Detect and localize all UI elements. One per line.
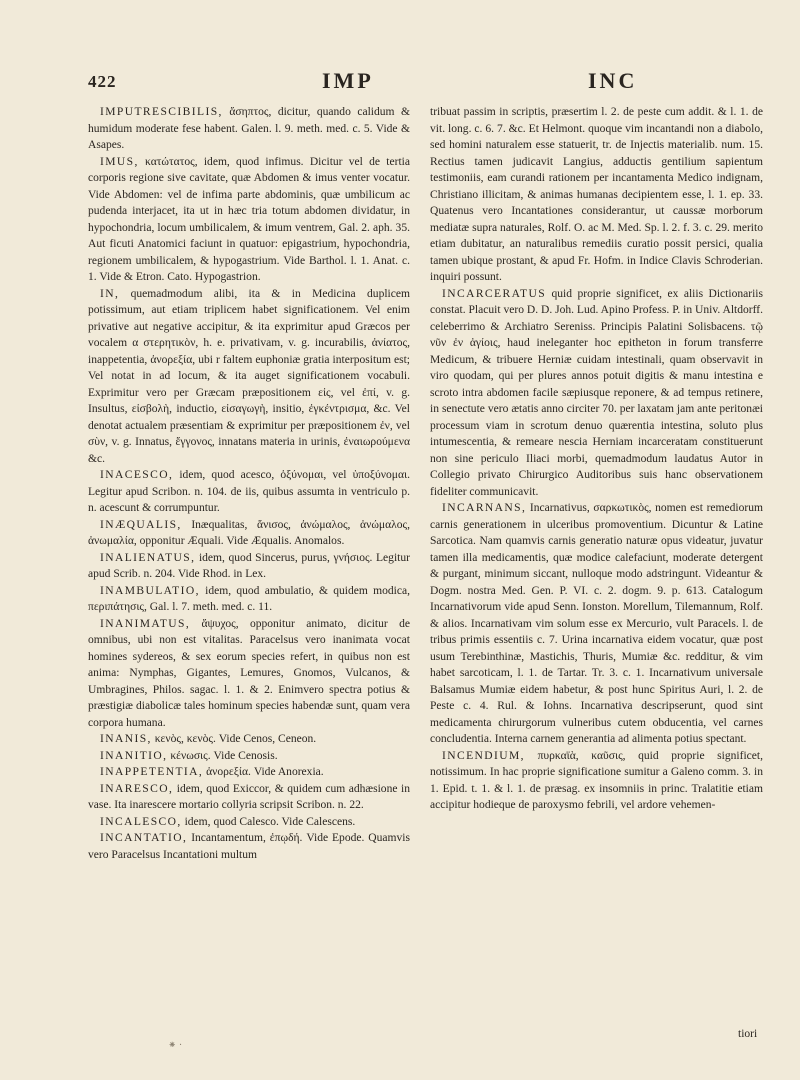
dictionary-entry <box>430 500 763 748</box>
left-column <box>88 104 410 863</box>
page-header <box>88 68 778 98</box>
entry-text: ἀνορεξία. Vide Anorexia. <box>206 766 324 778</box>
entry-headword: INCALESCO, <box>100 815 182 828</box>
entry-text: idem, quod ambulatio, & quidem modica, περιπάτησις, Gal. l. 7. meth. med. c. 11. <box>88 584 410 613</box>
entry-headword: IMPUTRESCIBILIS, <box>100 106 223 118</box>
dictionary-entry <box>88 814 410 831</box>
entry-headword: IMUS, <box>100 155 139 168</box>
entry-headword: INALIENATUS, <box>100 551 196 564</box>
entry-text: Inæqualitas, ἄνισος, ἀνώμαλος, ἀνώμαλος, ἀνωμαλία, opponitur Æquali. Vide Æqualis. Anomalos. <box>88 518 410 547</box>
entry-text: κενὸς, κενὸς. Vide Cenos, Ceneon. <box>154 733 317 745</box>
dictionary-entry <box>88 517 410 550</box>
dictionary-entry <box>430 748 763 814</box>
dictionary-entry <box>430 104 763 286</box>
running-head-right: INC <box>588 68 638 93</box>
entry-headword: INAPPETENTIA, <box>100 766 204 778</box>
catchword: tiori <box>738 1028 758 1040</box>
entry-headword: INANITIO, <box>100 749 168 762</box>
entry-headword: INACESCO, <box>100 469 174 481</box>
dictionary-entry <box>88 104 410 154</box>
entry-text: κατώτατος, idem, quod infimus. Dicitur vel de tertia corporis regione sive cavitate, quæ Abdomen & imus venter vocatur. Vide Abdomen: vel de infima parte abdominis, quæ umbilicum ac pudenda interjacet, ita ut in hæc tria totum abdomen dividatur, in hypochondria, locum umbilicalem, & imum ventrem, Gal. 2. aph. 35. Aut ficuti Anatomici faciunt in quatuor: epigastrium, hypochondria, regionem umbilicalem, & hypogastrium. Vide Barthol. l. 1. Anat. c. 1. Vide & Etron. Cato. Hypogastrion. <box>88 155 410 283</box>
bottom-mark: ⁕ · <box>168 1040 183 1051</box>
entry-headword: INCANTATIO, <box>100 832 188 844</box>
entry-text: πυρκαϊὰ, καῦσις, quid proprie significet, notissimum. In hac proprie significatione sumitur a Galeno comm. 3. in 1. Epid. t. 1. & l. 1. de præsag. ex insomniis in princ. Tralatitie etiam accipitur hodieque de paroxysmo febrili, vel ardore vehemen- <box>430 749 764 811</box>
entry-headword: INARESCO, <box>100 782 174 795</box>
dictionary-entry <box>88 154 410 286</box>
dictionary-entry <box>430 286 763 501</box>
entry-text: Incarnativus, σαρκωτικὸς, nomen est remediorum carnis generationem in ulceribus promoventium. Dicuntur & Latine Sarcotica. Nam quamvis carnis generatio naturæ opus videatur, juvatur tamen illa medicamentis, quæ modice calefaciunt, moderate detergent & purgant, minimum siccant, nulloque modo adstringunt. Videantur & Dogm. nostra Med. Gen. P. VI. c. 2. dogm. 9. p. 613. Catalogum Incarnativorum vide apud Senn. Ionston. Morellum, Tilemannum, Rolf. & alios. Incarnativam vim solum esse ex Mercurio, vult Paracels. l. de tribus primis essentiis c. 7. Urina incarnativa eidem vocatur, quæ post usum Terebinthinæ, Mastichis, Thuris, Mumiæ &c. redditur, & vim habet sarcoticam, l. 1. de Tartar. Tr. 3. c. 1. Incarnativum universale Balsamus Mumiæ eidem habetur, & post hunc Spiritus Auri, l. 2. de Peste c. 4. Rul. & Iohns. Incarnativa descripserunt, quod sint medicamenta chirurgorum vulneribus cutem obducentia, vel carnes concludentia. Interna carnem generantia ad alimenta potius spectant. <box>430 502 763 745</box>
entry-text: κένωσις. Vide Cenosis. <box>170 749 278 762</box>
dictionary-entry <box>88 748 410 765</box>
entry-text: ἄψυχος, opponitur animato, dicitur de omnibus, ubi non est vitalitas. Paracelsus vero inanimata vocat homines sydereos, & sex eorum species refert, in quibus non est anima: Nymphas, Gigantes, Lemures, Gnomos, Vulcanos, & Umbragines, Philos. sagac. l. 1. & 2. Enimvero spectra potius & præstigiæ diabolicæ tales hominum species habendæ sunt, quam vera corpora humana. <box>88 617 411 729</box>
entry-headword: INANIS, <box>100 733 152 745</box>
entry-headword: IN, <box>100 287 120 300</box>
entry-headword: INÆQUALIS, <box>100 518 182 531</box>
dictionary-entry <box>88 583 410 616</box>
entry-headword: INANIMATUS, <box>100 617 191 630</box>
entry-headword: INCARNANS, <box>442 502 527 514</box>
dictionary-entry <box>88 616 410 732</box>
entry-headword: INAMBULATIO, <box>100 584 200 597</box>
dictionary-entry <box>88 731 410 748</box>
entry-headword: INCARCERATUS <box>442 287 547 300</box>
entry-text: idem, quod acesco, ὀξύνομαι, vel ὑποξύνομαι. Legitur apud Scribon. n. 104. de iis, quibus assumta in ventriculo p. n. acescunt & corrumpuntur. <box>88 469 410 514</box>
dictionary-entry <box>88 764 410 781</box>
right-column <box>430 104 763 814</box>
entry-text: quemadmodum alibi, ita & in Medicina duplicem potissimum, aut etiam triplicem habet significationem. Vel enim privative aut negative accipitur, & ita exprimitur apud Græcos per vocalem α στερητικὸν, h. e. privativam, v. g. incurabilis, ἀνίατος, inappetentia, ἀνορεξία, ubi r faltem euphoniæ gratia interpositum est; Vel notat in ad locum, & ita auget significationem vocabuli. Exprimitur vero per Græcam præpositionem εἰς, vel ἐπί, v. g. Insultus, εἰσβολὴ, inductio, εἰσαγωγὴ, insitio, ἐγκέντρισμα, &c. Vel denotat actualem præsentiam & exprimitur per præpositionem ἐν, vel σὺν, v. g. Innatus, ἔγγονος, innatans materia in urinis, ἐναιωρούμενα &c. <box>88 287 410 465</box>
dictionary-entry <box>88 781 410 814</box>
dictionary-entry <box>88 467 410 517</box>
running-head-left: IMP <box>322 68 374 93</box>
entry-text: idem, quod Calesco. Vide Calescens. <box>184 815 356 828</box>
dictionary-entry <box>88 550 410 583</box>
entry-text: tribuat passim in scriptis, præsertim l. 2. de peste cum addit. & l. 1. de vit. long. c. 6. 7. &c. Et Helmont. quoque vim incantandi non a diabolo, sed homini naturalem esse statuerit, tr. de Injectis materialib. num. 15. Rectius tamen judicavit Langius, adductis gentilium sapientum testimoniis, eam curandi rationem per incantamenta Medico indignam, Christiano illicitam, & animas humanas decipientem esse, l. 1. ep. 33. Quatenus vero Incantationes considerantur, ut caussæ morborum mediatæ supra naturales, Rolf. O. ac M. Med. Sp. l. 2. f. 3. c. 29. merito etiam dubitatur, an naturalibus remediis curatio possit persici, qualia tamen ubique prostant, & apud Fr. Hofm. in Indice Clavis Schroderian. inquiri possunt. <box>430 106 763 283</box>
dictionary-entry <box>88 286 410 468</box>
entry-text: ἄσηπτος, dicitur, quando calidum & humidum moderate fese habent. Galen. l. 9. meth. med. c. 5. Vide & Asapes. <box>88 106 411 151</box>
entry-text: idem, quod Exiccor, & quidem cum adhæsione in vase. Ita inarescere mortario collyria scripsit Scribon. n. 22. <box>88 782 410 811</box>
entry-text: quid proprie significet, ex aliis Dictionariis constat. Placuit vero D. D. Joh. Lud. Apino Profess. P. in Univ. Altdorff. celeberrimo & Archiatro Sereniss. Principis Palatini Solisbacens. τῷ νῦν ἐν ἁγίοις, haud ineleganter hoc epitheton in forum transferre Medicum, & tribuere Herniæ cuidam intestinali, quam observavit in viro quodam, qui per plures annos potuit digitis & manu intestina e scroto intra abdomen facile sæpiusque reponere, & ad tempus retinere, in senectute vero ætatis anno circiter 70. per laxatam jam ante peritonæi processum viam in scrotum denuo quærentia intestina, soluto plus intumescentia, & remeare nescia Herniam incarceratam constituerunt non sine periculo Iliaci morbi, quemadmodum laudatus Autor in Collegio privato Chirurgico Auditoribus suis hanc observationem fideliter communicavit. <box>430 287 763 498</box>
dictionary-entry <box>88 830 410 863</box>
page-number: 422 <box>88 72 117 91</box>
entry-headword: INCENDIUM, <box>442 749 525 762</box>
entry-text: Incantamentum, ἐπῳδή. Vide Epode. Quamvis vero Paracelsus Incantationi multum <box>88 832 410 861</box>
entry-text: idem, quod Sincerus, purus, γνήσιος. Legitur apud Scrib. n. 204. Vide Rhod. in Lex. <box>88 551 410 580</box>
